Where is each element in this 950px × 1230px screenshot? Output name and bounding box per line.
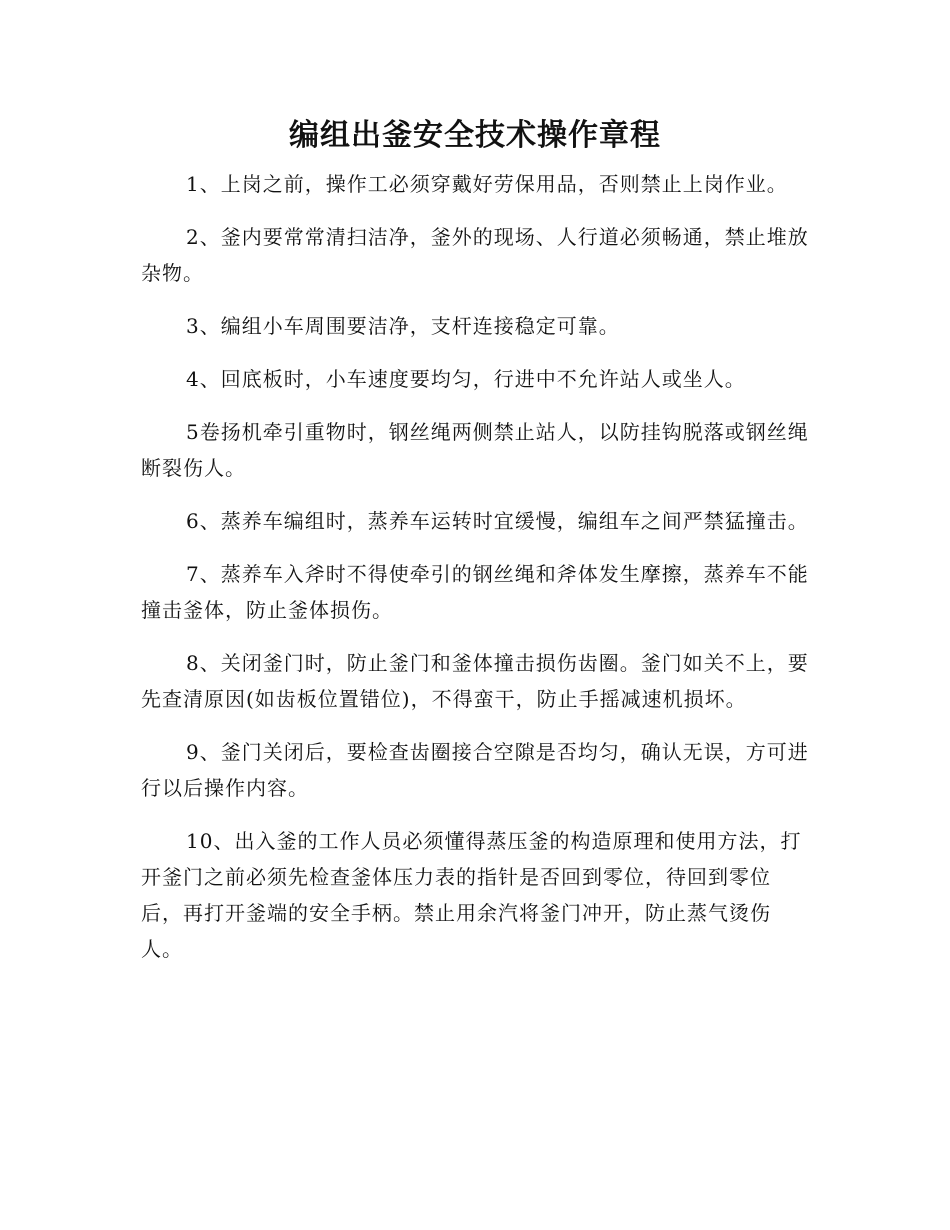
rule-item: 7、蒸养车入斧时不得使牵引的钢丝绳和斧体发生摩擦，蒸养车不能撞击釜体，防止釜体损伤。 [141, 562, 809, 622]
rule-item: 3、编组小车周围要洁净，支杆连接稳定可靠。 [186, 314, 620, 338]
rule-item: 4、回底板时，小车速度要均匀，行进中不允许站人或坐人。 [186, 367, 746, 391]
rule-item: 2、釜内要常常清扫洁净，釜外的现场、人行道必须畅通，禁止堆放杂物。 [141, 225, 809, 285]
document-title: 编组出釜安全技术操作章程 [289, 118, 661, 153]
rules-list [141, 166, 811, 984]
rule-item: 9、釜门关闭后，要检查齿圈接合空隙是否均匀，确认无误，方可进行以后操作内容。 [141, 740, 809, 800]
rule-item: 6、蒸养车编组时，蒸养车运转时宜缓慢，编组车之间严禁猛撞击。 [186, 509, 809, 533]
rule-item: 1、上岗之前，操作工必须穿戴好劳保用品，否则禁止上岗作业。 [186, 172, 788, 196]
rule-item: 10、出入釜的工作人员必须懂得蒸压釜的构造原理和使用方法，打开釜门之前必须先检查釜体压力表的指针是否回到零位，待回到零位后，再打开釜端的安全手柄。禁止用余汽将釜门冲开，防止蒸气烫伤人。 [141, 829, 802, 961]
rule-item: 8、关闭釜门时，防止釜门和釜体撞击损伤齿圈。釜门如关不上，要先查清原因(如齿板位置错位)，不得蛮干，防止手摇减速机损坏。 [141, 651, 809, 711]
rule-item: 5卷扬机牵引重物时，钢丝绳两侧禁止站人，以防挂钩脱落或钢丝绳断裂伤人。 [141, 420, 809, 480]
